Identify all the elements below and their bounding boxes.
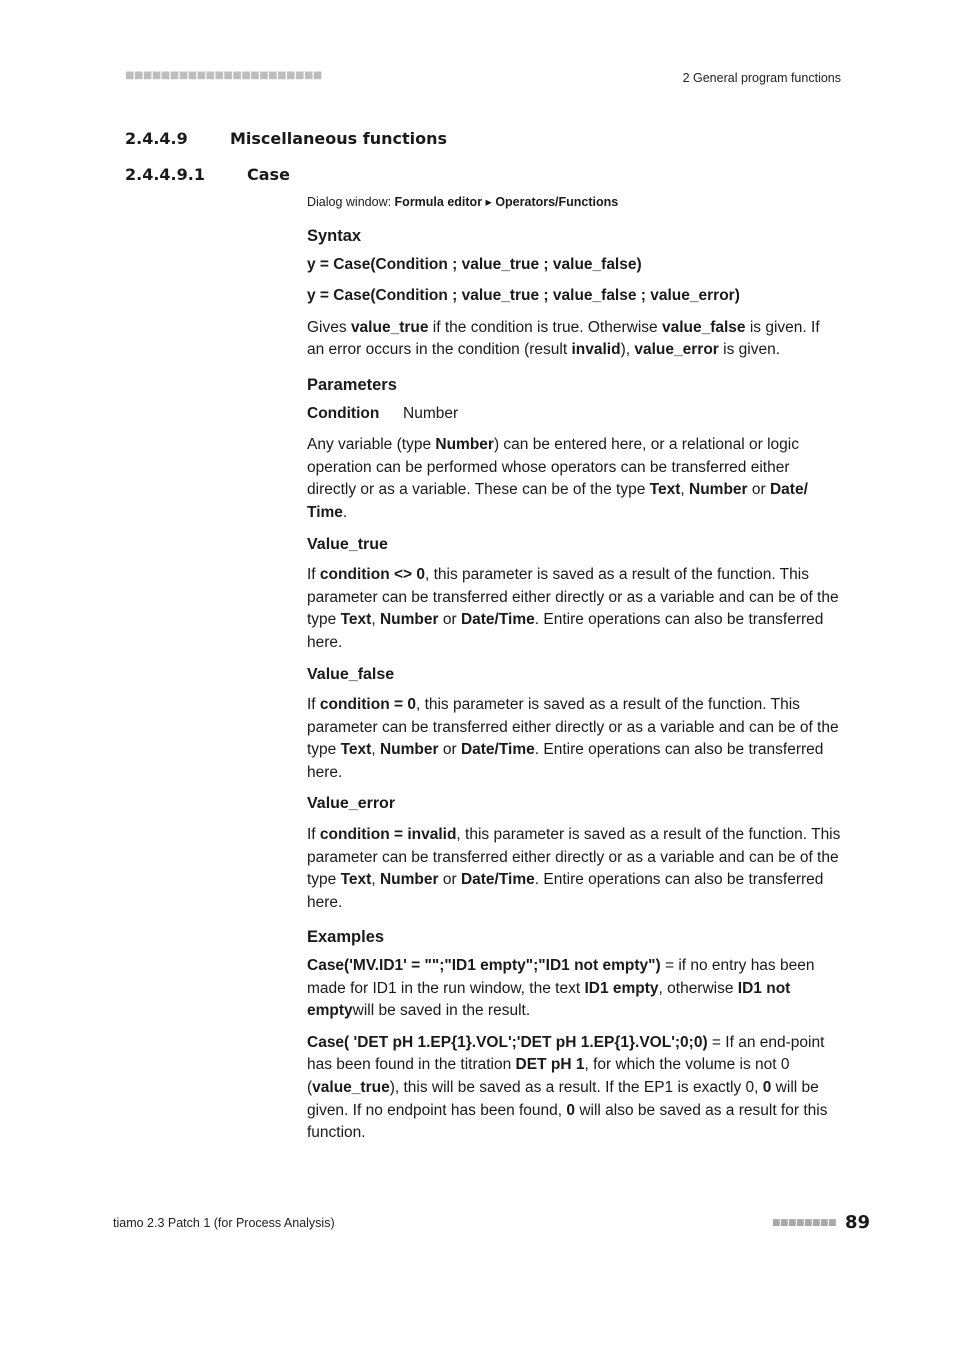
header-chapter: 2 General program functions: [682, 71, 841, 85]
header-decoration: ■■■■■■■■■■■■■■■■■■■■■■: [125, 70, 322, 81]
parameter-value-true: Value_true: [307, 535, 388, 553]
syntax-heading: Syntax: [307, 227, 362, 245]
section-title: Miscellaneous functions: [230, 129, 448, 148]
syntax-description: Gives value_true if the condition is true. Otherwise value_false is given. If an error occurs in the condition (result invalid), value_error is given.: [307, 318, 820, 359]
parameter-type: Number: [403, 404, 459, 422]
examples-heading: Examples: [307, 928, 385, 947]
dialog-path-1: Formula editor: [394, 195, 483, 209]
value-true-description: If condition <> 0, this parameter is saved as a result of the function. This parameter can be transferred either directly or as a variable and can be of the type Text, Number or Date/Time. Entire operations can also be transferred here.: [307, 566, 839, 651]
section-heading: [125, 129, 447, 148]
subsection-number: 2.4.4.9.1: [125, 165, 205, 184]
syntax-line-1: y = Case(Condition ; value_true ; value_false): [307, 255, 642, 273]
parameter-value-error: Value_error: [307, 795, 396, 813]
parameters-heading: Parameters: [307, 375, 397, 394]
page-number: 89: [845, 1212, 871, 1233]
footer-product: tiamo 2.3 Patch 1 (for Process Analysis): [113, 1216, 335, 1230]
footer-decoration: ■■■■■■■■: [772, 1218, 837, 1228]
parameter-name: Condition: [307, 404, 380, 422]
condition-description: Any variable (type Number) can be entered here, or a relational or logic operation can be performed whose operators can be transferred either directly or as a variable. These can be of the type Text, Number or Date/ Time.: [307, 436, 808, 521]
dialog-path-2: Operators/Functions: [495, 195, 619, 209]
arrow-icon: ▸: [485, 195, 492, 209]
value-error-description: If condition = invalid, this parameter is saved as a result of the function. This parameter can be transferred either directly or as a variable and can be of the type Text, Number or Date/Time. Entire operations can also be transferred here.: [307, 826, 841, 911]
example-1: Case('MV.ID1' = "";"ID1 empty";"ID1 not empty") = if no entry has been made for ID1 in the run window, the text ID1 empty, otherwise ID1 not emptywill be saved in the result.: [307, 957, 815, 1020]
value-false-description: If condition = 0, this parameter is saved as a result of the function. This parameter can be transferred either directly or as a variable and can be of the type Text, Number or Date/Time. Entire operations can also be transferred here.: [307, 696, 839, 781]
parameter-value-false: Value_false: [307, 665, 395, 683]
parameter-condition: [307, 403, 841, 426]
subsection-heading: [125, 165, 290, 184]
section-number: 2.4.4.9: [125, 129, 188, 148]
main-content: [307, 193, 841, 1154]
syntax-line-2: y = Case(Condition ; value_true ; value_false ; value_error): [307, 287, 740, 305]
subsection-title: Case: [247, 165, 290, 184]
dialog-prefix: Dialog window:: [307, 195, 395, 209]
dialog-path: [307, 193, 841, 211]
example-2: Case( 'DET pH 1.EP{1}.VOL';'DET pH 1.EP{1}.VOL';0;0) = If an end-point has been found in the titration DET pH 1, for which the volume is not 0 (value_true), this will be saved as a result. If the EP1 is exactly 0, 0 will be given. If no endpoint has been found, 0 will also be saved as a result for this function.: [307, 1033, 828, 1142]
